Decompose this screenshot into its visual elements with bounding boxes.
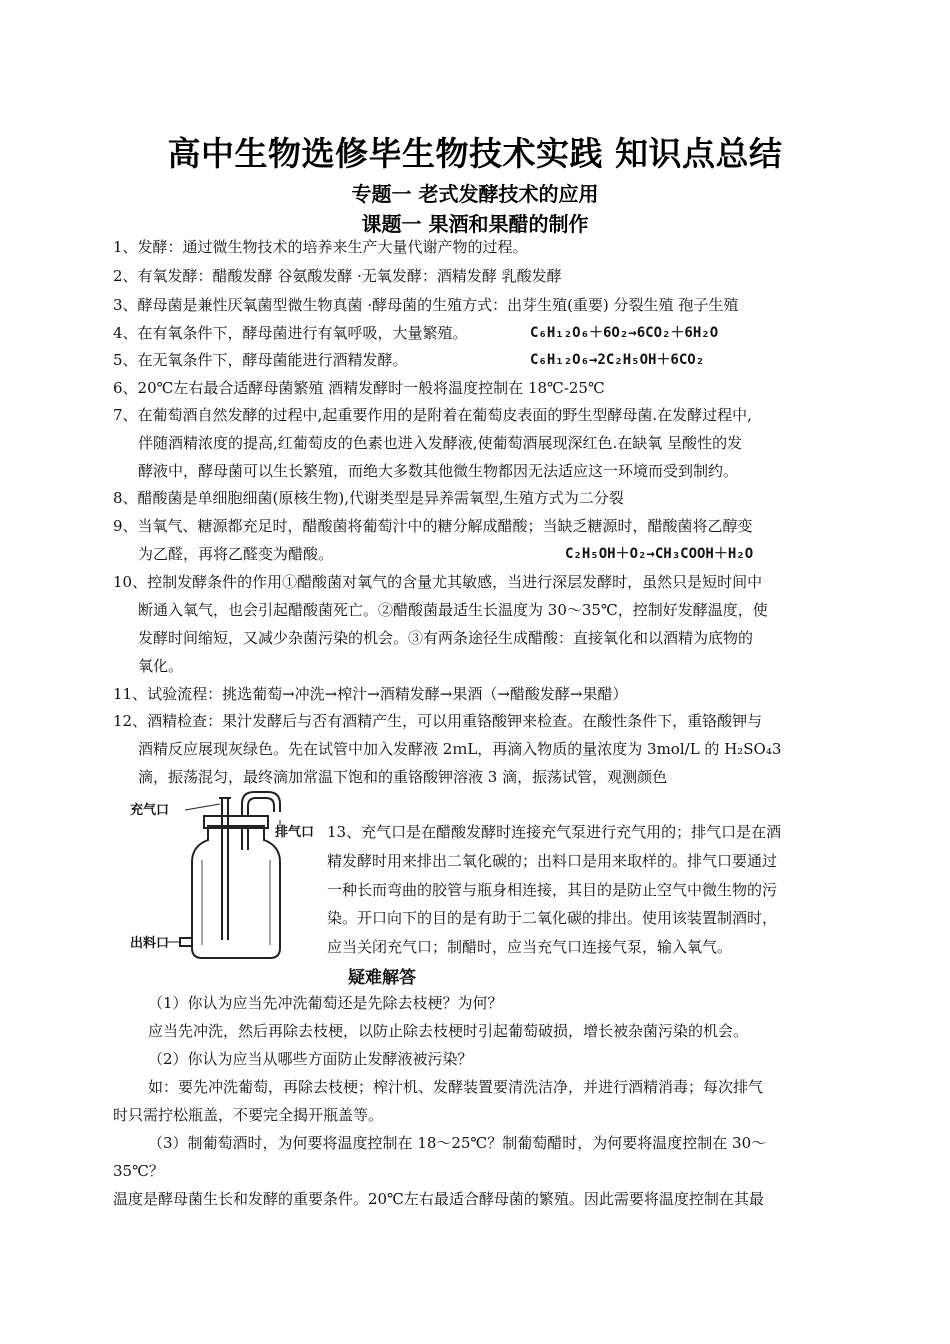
item-10-line-1: 10、控制发酵条件的作用①醋酸菌对氧气的含量尤其敏感，当进行深层发酵时，虽然只是短时间中 (113, 573, 763, 591)
outlet-label: 出料口 (130, 936, 170, 951)
item-12-line-1: 12、酒精检查：果汁发酵后与否有酒精产生，可以用重铬酸钾来检查。在酸性条件下，重铬酸钾与 (113, 712, 763, 730)
item-13-line-4: 染。开口向下的目的是有助于二氧化碳的排出。使用该装置制酒时， (327, 909, 778, 927)
item-4: 4、在有氧条件下，酵母菌进行有氧呼吸，大量繁殖。 (113, 324, 468, 342)
faq-question-2: （2）你认为应当从哪些方面防止发酵液被污染？ (148, 1050, 473, 1068)
faq-answer-3: 温度是酵母菌生长和发酵的重要条件。20℃左右最适合酵母菌的繁殖。因此需要将温度控制在其最 (113, 1190, 764, 1208)
item-5-formula: C₆H₁₂O₆→2C₂H₅OH＋6CO₂ (530, 352, 705, 368)
faq-heading: 疑难解答 (348, 968, 416, 988)
item-13-line-1: 13、充气口是在醋酸发酵时连接充气泵进行充气用的；排气口是在酒 (327, 823, 782, 841)
inlet-label: 充气口 (130, 803, 170, 818)
item-6: 6、20℃左右最合适酵母菌繁殖 酒精发酵时一般将温度控制在 18℃-25℃ (113, 379, 605, 397)
faq-question-3-line-1: （3）制葡萄酒时，为何要将温度控制在 18～25℃？制葡萄醋时，为何要将温度控制在 30～ (148, 1134, 767, 1152)
faq-answer-2-line-1: 如：要先冲洗葡萄，再除去枝梗；榨汁机、发酵装置要清洗洁净，并进行酒精消毒；每次排气 (148, 1078, 764, 1096)
item-4-formula: C₆H₁₂O₆＋6O₂→6CO₂＋6H₂O (530, 325, 719, 341)
item-10-line-2: 断通入氧气，也会引起醋酸菌死亡。②醋酸菌最适生长温度为 30～35℃，控制好发酵温度，使 (138, 601, 768, 619)
item-5: 5、在无氧条件下，酵母菌能进行酒精发酵。 (113, 351, 408, 369)
item-9-line-1: 9、当氧气、糖源都充足时，醋酸菌将葡萄汁中的糖分解成醋酸；当缺乏糖源时，醋酸菌将乙醇变 (113, 517, 753, 535)
item-12-line-2: 酒精反应展现灰绿色。先在试管中加入发酵液 2ｍL，再滴入物质的量浓度为 3mol/L 的 H₂SO₄3 (138, 740, 782, 758)
item-7-line-3: 酵液中，酵母菌可以生长繁殖，而绝大多数其他微生物都因无法适应这一环境而受到制约。 (138, 462, 739, 480)
item-10-line-4: 氧化。 (138, 657, 184, 675)
item-9-line-2: 为乙醛，再将乙醛变为醋酸。 (138, 545, 334, 563)
item-7-line-2: 伴随酒精浓度的提高,红葡萄皮的色素也进入发酵液,使葡萄酒展现深红色.在缺氧 呈酸性的发 (138, 434, 743, 452)
faq-answer-2-line-2: 时只需拧松瓶盖，不要完全揭开瓶盖等。 (113, 1106, 384, 1124)
item-13-line-3: 一种长而弯曲的胶管与瓶身相连接，其目的是防止空气中微生物的污 (327, 881, 778, 899)
page-title: 高中生物选修毕生物技术实践 知识点总结 (167, 134, 783, 173)
faq-question-3-line-2: 35℃？ (113, 1162, 164, 1180)
item-9-formula: C₂H₅OH＋O₂→CH₃COOH＋H₂O (565, 546, 754, 562)
item-1: 1、发酵：通过微生物技术的培养来生产大量代谢产物的过程。 (113, 238, 528, 256)
topic-heading: 专题一 老式发酵技术的应用 (351, 182, 599, 206)
item-3: 3、酵母菌是兼性厌氧菌型微生物真菌 ·酵母菌的生殖方式：出芽生殖(重要) 分裂生殖 孢子生殖 (113, 296, 739, 314)
item-12-line-3: 滴，振荡混匀，最终滴加常温下饱和的重铬酸钾溶液 3 滴，振荡试管，观测颜色 (138, 768, 668, 786)
item-10-line-3: 发酵时间缩短，又减少杂菌污染的机会。③有两条途径生成醋酸：直接氧化和以酒精为底物的 (138, 629, 754, 647)
item-2: 2、有氧发酵：醋酸发酵 谷氨酸发酵 ·无氧发酵：酒精发酵 乳酸发酵 (113, 267, 562, 285)
faq-question-1: （1）你认为应当先冲洗葡萄还是先除去枝梗？为何？ (148, 994, 503, 1012)
item-7-line-1: 7、在葡萄酒自然发酵的过程中,起重要作用的是附着在葡萄皮表面的野生型酵母菌.在发酵过程中, (113, 406, 752, 424)
fermentation-bottle-diagram (130, 790, 330, 965)
item-8: 8、醋酸菌是单细胞细菌(原核生物),代谢类型是异养需氧型,生殖方式为二分裂 (113, 489, 624, 507)
item-13-line-2: 精发酵时用来排出二氧化碳的；出料口是用来取样的。排气口要通过 (327, 852, 778, 870)
lesson-heading: 课题一 果酒和果醋的制作 (361, 212, 589, 236)
item-13-line-5: 应当关闭充气口；制醋时，应当充气口连接气泵，输入氧气。 (327, 938, 733, 956)
exhaust-label: 排气口 (275, 825, 315, 840)
item-11: 11、试验流程：挑选葡萄→冲洗→榨汁→酒精发酵→果酒（→醋酸发酵→果醋） (113, 685, 628, 703)
faq-answer-1: 应当先冲洗，然后再除去枝梗，以防止除去枝梗时引起葡萄破损，增长被杂菌污染的机会。 (148, 1022, 749, 1040)
